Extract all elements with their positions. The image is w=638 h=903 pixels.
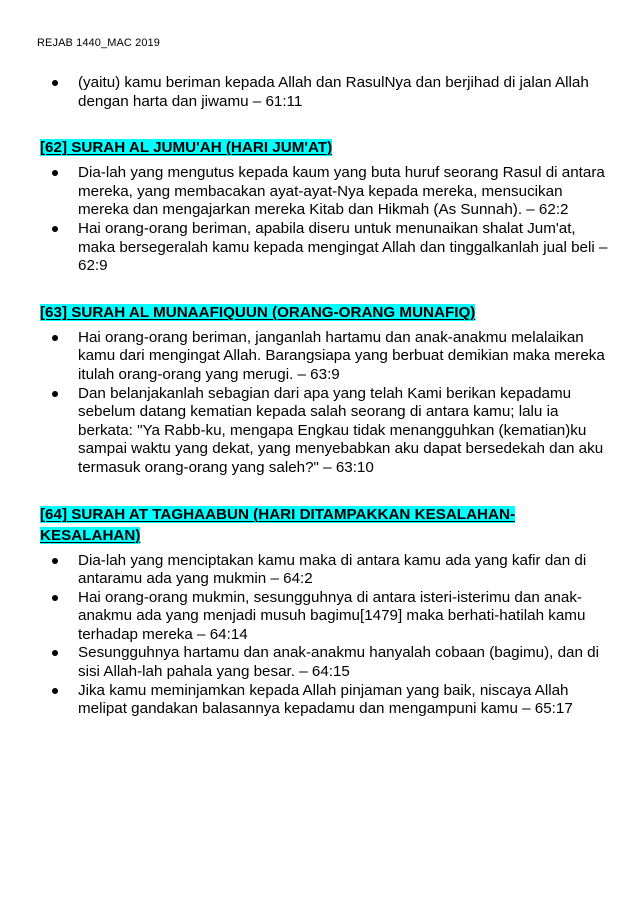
section-heading-62 <box>40 137 608 158</box>
bullet-icon <box>52 226 58 232</box>
bullet-icon <box>52 688 58 694</box>
section-heading-text: [64] SURAH AT TAGHAABUN (HARI DITAMPAKKAN KESALAHAN-KESALAHAN) <box>40 505 515 544</box>
bullet-icon <box>52 558 58 564</box>
list-item-text: Sesungguhnya hartamu dan anak-anakmu hanyalah cobaan (bagimu), dan di sisi Allah-lah pahala yang besar. – 64:15 <box>78 644 599 681</box>
section-list-64 <box>40 552 608 719</box>
section-list-62 <box>40 164 608 276</box>
list-item <box>40 682 608 719</box>
section-heading-63 <box>40 302 608 323</box>
list-item-text: Dia-lah yang mengutus kepada kaum yang buta huruf seorang Rasul di antara mereka, yang membacakan ayat-ayat-Nya kepada mereka, mensucikan mereka dan mengajarkan mereka Kitab dan Hikmah (As Sunnah). – 62:2 <box>78 164 605 219</box>
bullet-icon <box>52 170 58 176</box>
list-item-text: Hai orang-orang beriman, apabila diseru untuk menunaikan shalat Jum'at, maka bersegeralah kamu kepada mengingat Allah dan tinggalkanlah jual beli – 62:9 <box>78 219 608 275</box>
list-item-text: Hai orang-orang mukmin, sesungguhnya di antara isteri-isterimu dan anak-anakmu ada yang menjadi musuh bagimu[1479] maka berhati-hatilah kamu terhadap mereka – 64:14 <box>78 588 586 643</box>
list-item <box>40 220 608 276</box>
bullet-icon <box>52 335 58 341</box>
list-item <box>40 164 608 220</box>
list-item <box>40 385 608 478</box>
list-item-text: Dia-lah yang menciptakan kamu maka di antara kamu ada yang kafir dan di antaramu ada yang mukmin – 64:2 <box>78 551 587 588</box>
bullet-icon <box>52 595 58 601</box>
list-item-text: Jika kamu meminjamkan kepada Allah pinjaman yang baik, niscaya Allah melipat gandakan balasannya kepadamu dan mengampuni kamu – 65:17 <box>78 681 573 718</box>
bullet-icon <box>52 650 58 656</box>
list-item-text: Dan belanjakanlah sebagian dari apa yang telah Kami berikan kepadamu sebelum datang kematian kepada salah seorang di antara kamu; lalu ia berkata: "Ya Rabb-ku, mengapa Engkau tidak menangguhkan (kematian)ku sampai waktu yang dekat, yang menyebabkan aku dapat bersedekah dan aku termasuk orang-orang yang saleh?" – 63:10 <box>78 384 604 476</box>
list-item-text: Hai orang-orang beriman, janganlah hartamu dan anak-anakmu melalaikan kamu dari mengingat Allah. Barangsiapa yang berbuat demikian maka mereka itulah orang-orang yang merugi. – 63:9 <box>78 328 605 383</box>
list-item <box>40 644 608 681</box>
section-heading-text: [63] SURAH AL MUNAAFIQUUN (ORANG-ORANG MUNAFIQ) <box>40 303 476 321</box>
section-list-63 <box>40 329 608 478</box>
bullet-icon <box>52 80 58 86</box>
list-item-text: (yaitu) kamu beriman kepada Allah dan RasulNya dan berjihad di jalan Allah dengan harta dan jiwamu – 61:11 <box>78 74 589 110</box>
section-heading-64 <box>40 504 608 546</box>
document-body <box>40 74 608 719</box>
list-item <box>40 74 608 111</box>
intro-list <box>40 74 608 111</box>
page-header: REJAB 1440_MAC 2019 <box>37 37 160 49</box>
list-item <box>40 589 608 645</box>
section-heading-text: [62] SURAH AL JUMU'AH (HARI JUM'AT) <box>40 139 333 157</box>
list-item <box>40 552 608 589</box>
bullet-icon <box>52 391 58 397</box>
list-item <box>40 329 608 385</box>
